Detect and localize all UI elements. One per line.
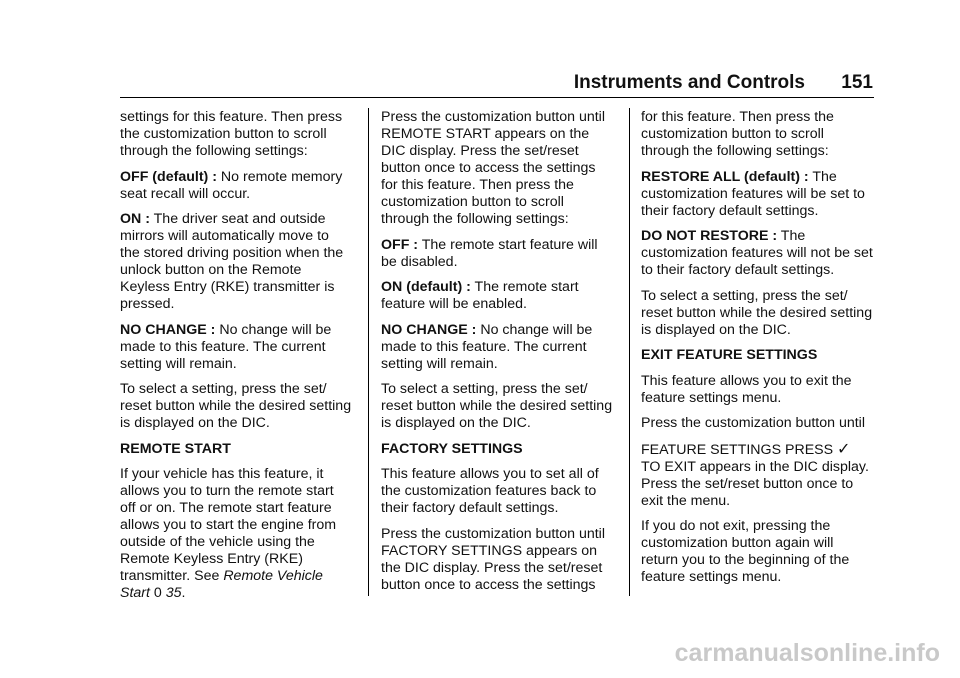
column-2 xyxy=(381,109,613,602)
setting-label: ON : xyxy=(120,211,150,227)
setting-do-not-restore xyxy=(641,228,873,279)
checkmark-icon: ✓ xyxy=(837,440,851,458)
setting-label: NO CHANGE : xyxy=(120,321,216,338)
setting-no-change xyxy=(381,322,613,373)
paragraph: for this feature. Then press the customization button to scroll through the following settings: xyxy=(641,109,834,159)
setting-description: No change will be made to this feature. The current setting will remain. xyxy=(381,321,593,372)
paragraph xyxy=(120,466,352,602)
paragraph: Press the customization button until FACTORY SETTINGS appears on the DIC display. Press the set/reset button once to access the settings xyxy=(381,525,605,593)
header-rule xyxy=(120,97,874,98)
page-number: 151 xyxy=(841,72,873,93)
setting-description: The driver seat and outside mirrors will automatically move to the stored driving position when the unlock button on the Remote Keyless Entry (RKE) transmitter is pressed. xyxy=(120,211,344,312)
setting-label: OFF (default) : xyxy=(120,168,217,185)
paragraph: To select a setting, press the set/ reset button while the desired setting is displayed on the DIC. xyxy=(641,287,873,338)
page-ref-number[interactable]: 35 xyxy=(165,585,182,601)
page-ref-icon: 0 xyxy=(153,585,162,601)
setting-restore-all xyxy=(641,169,873,220)
setting-on xyxy=(381,279,613,313)
setting-description: The customization features will be set to their factory default settings. xyxy=(641,168,865,219)
paragraph: This feature allows you to set all of the customization features back to their factory default settings. xyxy=(381,466,599,516)
setting-off xyxy=(381,237,613,271)
column-1 xyxy=(120,109,352,611)
section-heading: REMOTE START xyxy=(120,440,231,457)
feature-press-text: FEATURE SETTINGS PRESS xyxy=(641,441,834,458)
remote-start-text: If your vehicle has this feature, it allows you to turn the remote start off or on. The remote start feature allows you to start the engine from outside of the vehicle using the Remote Keyless Entry (RKE) transmitter. See xyxy=(120,466,337,584)
paragraph: This feature allows you to exit the feature settings menu. xyxy=(641,372,852,406)
column-divider xyxy=(629,108,630,596)
paragraph xyxy=(641,441,873,459)
paragraph: Press the customization button until xyxy=(641,415,865,431)
paragraph: settings for this feature. Then press the customization button to scroll through the following settings: xyxy=(120,109,343,159)
paragraph: TO EXIT appears in the DIC display. Press the set/reset button once to exit the menu. xyxy=(641,458,869,509)
paragraph: If you do not exit, pressing the customization button again will return you to the beginning of the feature settings menu. xyxy=(641,518,850,585)
column-3 xyxy=(641,109,873,595)
setting-label: OFF : xyxy=(381,236,419,253)
setting-description: The remote start feature will be disabled. xyxy=(381,236,598,270)
sentence-end: . xyxy=(181,585,186,601)
setting-description: The remote start feature will be enabled. xyxy=(381,279,579,312)
watermark: carmanualsonline.info xyxy=(674,639,940,667)
setting-description: No remote memory seat recall will occur. xyxy=(120,168,343,202)
setting-on xyxy=(120,211,352,313)
setting-label: RESTORE ALL (default) : xyxy=(641,168,809,185)
section-title: Instruments and Controls xyxy=(573,72,805,93)
setting-off xyxy=(120,169,352,203)
paragraph: Press the customization button until REMOTE START appears on the DIC display. Press the set/reset button once to access the settings for this feature. Then press the customization button to scroll through the following settings: xyxy=(381,109,605,227)
setting-no-change xyxy=(120,322,352,373)
cross-reference-link[interactable]: Remote Vehicle Start xyxy=(120,568,323,601)
column-divider xyxy=(368,108,369,596)
setting-label: ON (default) : xyxy=(381,279,471,295)
section-heading: FACTORY SETTINGS xyxy=(381,440,523,457)
paragraph: To select a setting, press the set/ reset button while the desired setting is displayed on the DIC. xyxy=(120,381,352,431)
setting-label: NO CHANGE : xyxy=(381,321,477,338)
setting-label: DO NOT RESTORE : xyxy=(641,228,778,244)
section-heading: EXIT FEATURE SETTINGS xyxy=(641,347,818,363)
paragraph: To select a setting, press the set/ reset button while the desired setting is displayed on the DIC. xyxy=(381,381,613,431)
setting-description: No change will be made to this feature. The current setting will remain. xyxy=(120,321,332,372)
setting-description: The customization features will not be set to their factory default settings. xyxy=(641,228,873,278)
